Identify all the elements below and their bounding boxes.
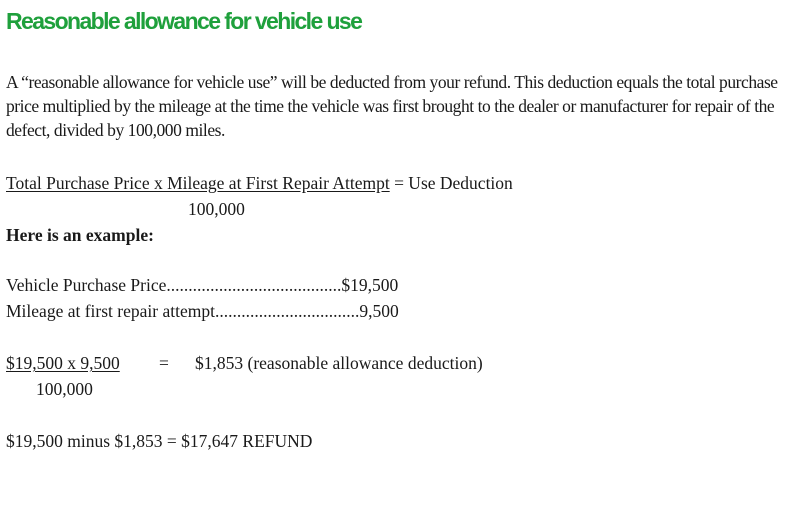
calc-numerator: $19,500 x 9,500 [6, 353, 120, 373]
mileage-value: 9,500 [359, 301, 399, 321]
formula-denominator: 100,000 [188, 199, 245, 219]
intro-paragraph: A “reasonable allowance for vehicle use” will be deducted from your refund. This deduction equals the total purchase price multiplied by the mileage at the time the vehicle was first brought to the dealer or manufacturer for repair of the defect, divided by 100,000 miles. [6, 72, 778, 140]
refund-line: $19,500 minus $1,853 = $17,647 REFUND [6, 431, 313, 451]
formula-result: = Use Deduction [389, 173, 513, 193]
calc-result: $1,853 (reasonable allowance deduction) [195, 353, 483, 373]
mileage-line [6, 300, 399, 322]
calc-equals: = [159, 353, 169, 373]
price-value: $19,500 [341, 275, 399, 295]
mileage-label: Mileage at first repair attempt................................. [6, 301, 360, 321]
formula-numerator: Total Purchase Price x Mileage at First Repair Attempt [6, 173, 390, 193]
price-line [6, 274, 398, 296]
page-title: Reasonable allowance for vehicle use [6, 8, 362, 34]
price-label: Vehicle Purchase Price........................................ [6, 275, 342, 295]
formula-line [6, 172, 513, 194]
calc-denominator: 100,000 [36, 379, 93, 399]
example-heading: Here is an example: [6, 225, 154, 245]
